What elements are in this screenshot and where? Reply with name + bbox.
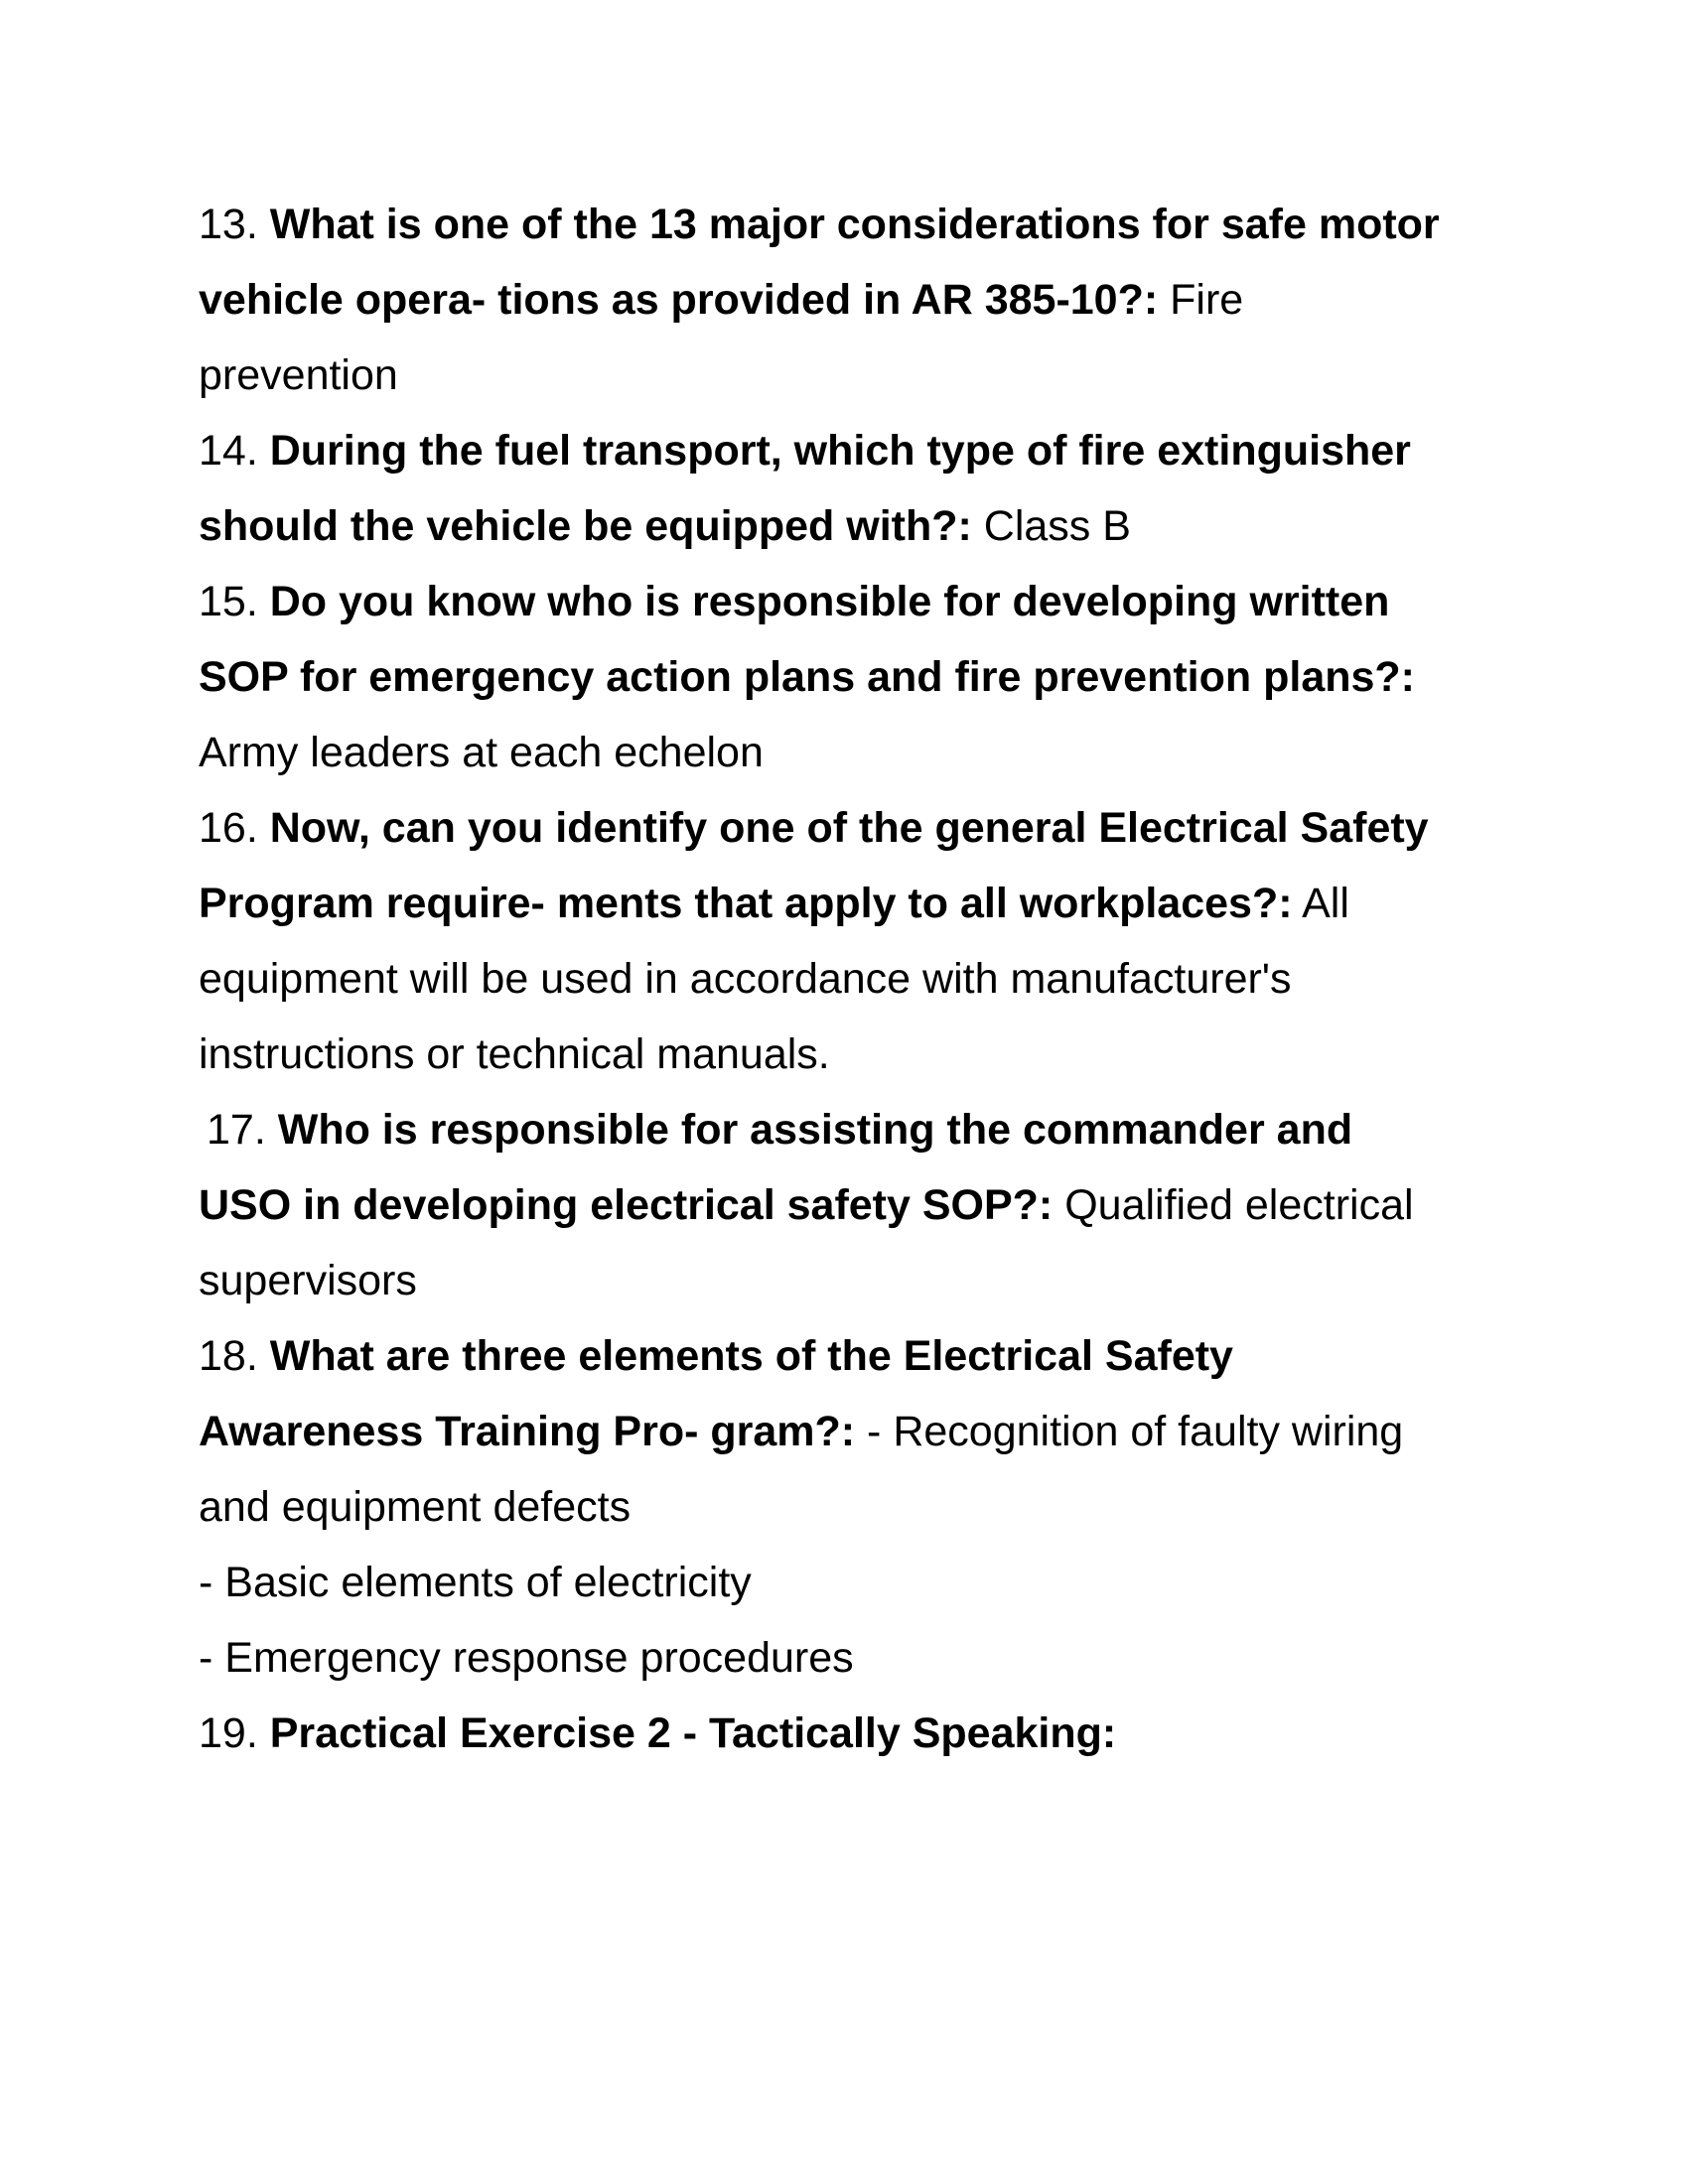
- qa-item-13-line-2: [199, 262, 1489, 338]
- item-number: 14.: [199, 427, 258, 475]
- qa-item-16-line-3: [199, 941, 1489, 1017]
- qa-item-15-line-1: [199, 564, 1489, 639]
- question-text: SOP for emergency action plans and fire prevention plans?:: [199, 653, 1415, 701]
- qa-item-14-line-1: [199, 413, 1489, 488]
- qa-item-18-line-1: [199, 1318, 1489, 1394]
- qa-item-17-line-2: [199, 1167, 1489, 1243]
- qa-item-17-line-1: [199, 1092, 1489, 1167]
- question-text: Who is responsible for assisting the commander and: [277, 1106, 1353, 1154]
- question-text: During the fuel transport, which type of fire extinguisher: [269, 427, 1411, 475]
- question-text: Program require- ments that apply to all workplaces?:: [199, 880, 1293, 927]
- qa-list: [199, 187, 1489, 1771]
- answer-text: - Basic elements of electricity: [199, 1559, 752, 1606]
- item-number: 17.: [207, 1106, 266, 1154]
- question-text: Do you know who is responsible for developing written: [269, 578, 1390, 625]
- qa-item-16-line-2: [199, 866, 1489, 941]
- answer-text: prevention: [199, 351, 398, 399]
- question-text: Awareness Training Pro- gram?:: [199, 1408, 856, 1455]
- question-text: USO in developing electrical safety SOP?:: [199, 1181, 1054, 1229]
- answer-text: supervisors: [199, 1257, 417, 1304]
- answer-text: - Recognition of faulty wiring: [855, 1408, 1404, 1455]
- answer-text: instructions or technical manuals.: [199, 1030, 830, 1078]
- item-number: 18.: [199, 1332, 258, 1380]
- answer-text: All: [1292, 880, 1349, 927]
- qa-item-17-line-3: [199, 1243, 1489, 1318]
- answer-text: - Emergency response procedures: [199, 1634, 854, 1682]
- item-number: 13.: [199, 201, 258, 248]
- question-text: should the vehicle be equipped with?:: [199, 502, 972, 550]
- qa-item-13-line-1: [199, 187, 1489, 262]
- qa-item-14-line-2: [199, 488, 1489, 564]
- item-number: 19.: [199, 1709, 258, 1757]
- question-text: vehicle opera- tions as provided in AR 385-10?:: [199, 276, 1159, 324]
- item-number: 16.: [199, 804, 258, 852]
- question-text: Practical Exercise 2 - Tactically Speaking:: [269, 1709, 1117, 1757]
- qa-item-15-line-3: [199, 715, 1489, 790]
- qa-item-16-line-4: [199, 1017, 1489, 1092]
- qa-item-15-line-2: [199, 639, 1489, 715]
- question-text: What is one of the 13 major considerations for safe motor: [269, 201, 1440, 248]
- answer-text: Class B: [971, 502, 1131, 550]
- answer-text: Army leaders at each echelon: [199, 729, 764, 776]
- qa-item-18-line-4: [199, 1545, 1489, 1620]
- qa-item-18-line-5: [199, 1620, 1489, 1696]
- answer-text: Fire: [1158, 276, 1244, 324]
- answer-text: Qualified electrical: [1053, 1181, 1414, 1229]
- answer-text: equipment will be used in accordance with manufacturer's: [199, 955, 1292, 1003]
- question-text: What are three elements of the Electrical Safety: [269, 1332, 1233, 1380]
- qa-item-18-line-3: [199, 1469, 1489, 1545]
- qa-item-19-line-1: [199, 1696, 1489, 1771]
- qa-item-13-line-3: [199, 338, 1489, 413]
- qa-item-16-line-1: [199, 790, 1489, 866]
- item-number: 15.: [199, 578, 258, 625]
- question-text: Now, can you identify one of the general Electrical Safety: [269, 804, 1429, 852]
- answer-text: and equipment defects: [199, 1483, 632, 1531]
- qa-item-18-line-2: [199, 1394, 1489, 1469]
